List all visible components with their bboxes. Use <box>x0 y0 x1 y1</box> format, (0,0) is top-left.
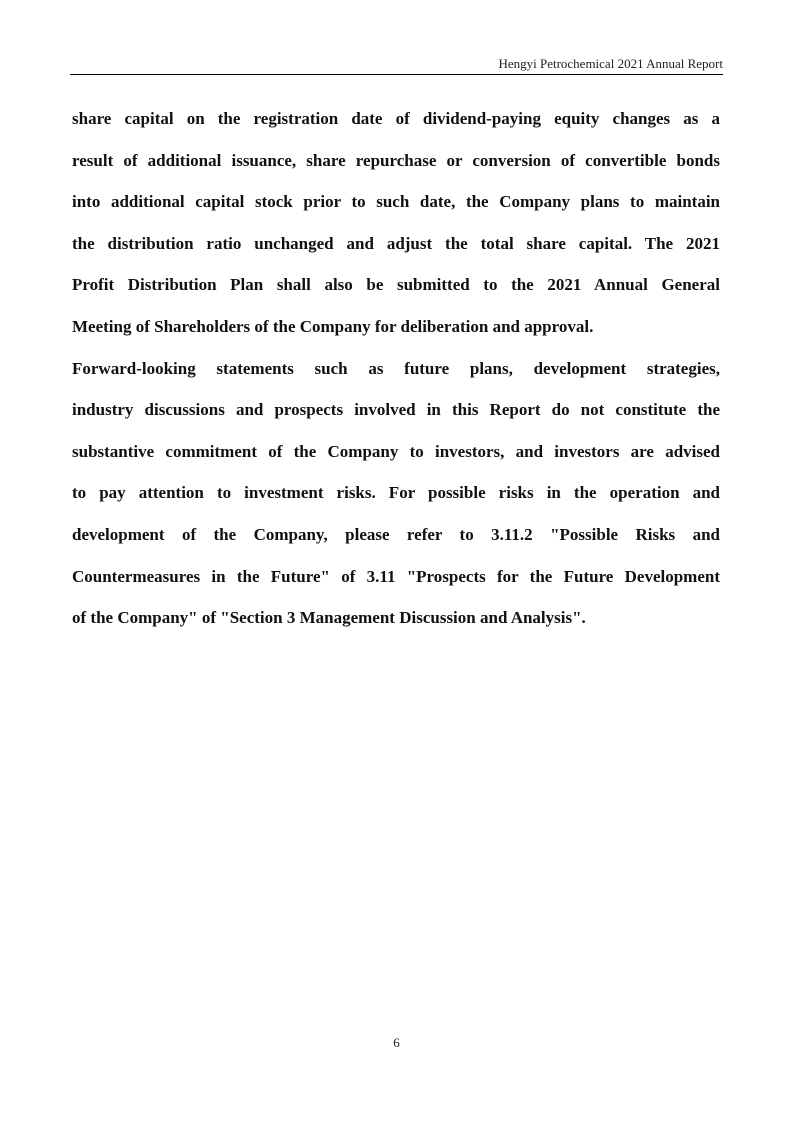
page-number: 6 <box>393 1035 400 1050</box>
text-line: industry discussions and prospects involved in this Report do not constitute the <box>72 400 720 420</box>
text-line: to pay attention to investment risks. For possible risks in the operation and <box>72 483 720 503</box>
page-header <box>70 56 723 75</box>
text-line: substantive commitment of the Company to investors, and investors are advised <box>72 441 720 461</box>
text-line: the distribution ratio unchanged and adjust the total share capital. The 2021 <box>72 233 720 253</box>
report-title: Hengyi Petrochemical 2021 Annual Report <box>498 56 723 71</box>
profit-distribution-paragraph <box>72 98 720 348</box>
text-line: Meeting of Shareholders of the Company for deliberation and approval. <box>72 316 594 336</box>
text-line: of the Company" of "Section 3 Management Discussion and Analysis". <box>72 608 586 628</box>
forward-looking-statement-paragraph <box>72 348 720 639</box>
text-line: Countermeasures in the Future" of 3.11 "Prospects for the Future Development <box>72 566 720 586</box>
text-line: Profit Distribution Plan shall also be submitted to the 2021 Annual General <box>72 275 720 295</box>
text-line: share capital on the registration date of dividend-paying equity changes as a <box>72 109 720 128</box>
text-line: development of the Company, please refer to 3.11.2 "Possible Risks and <box>72 524 720 544</box>
text-line: into additional capital stock prior to such date, the Company plans to maintain <box>72 192 720 212</box>
body-content <box>72 98 720 639</box>
text-line: Forward-looking statements such as future plans, development strategies, <box>72 358 720 378</box>
text-line: result of additional issuance, share repurchase or conversion of convertible bonds <box>72 150 720 170</box>
